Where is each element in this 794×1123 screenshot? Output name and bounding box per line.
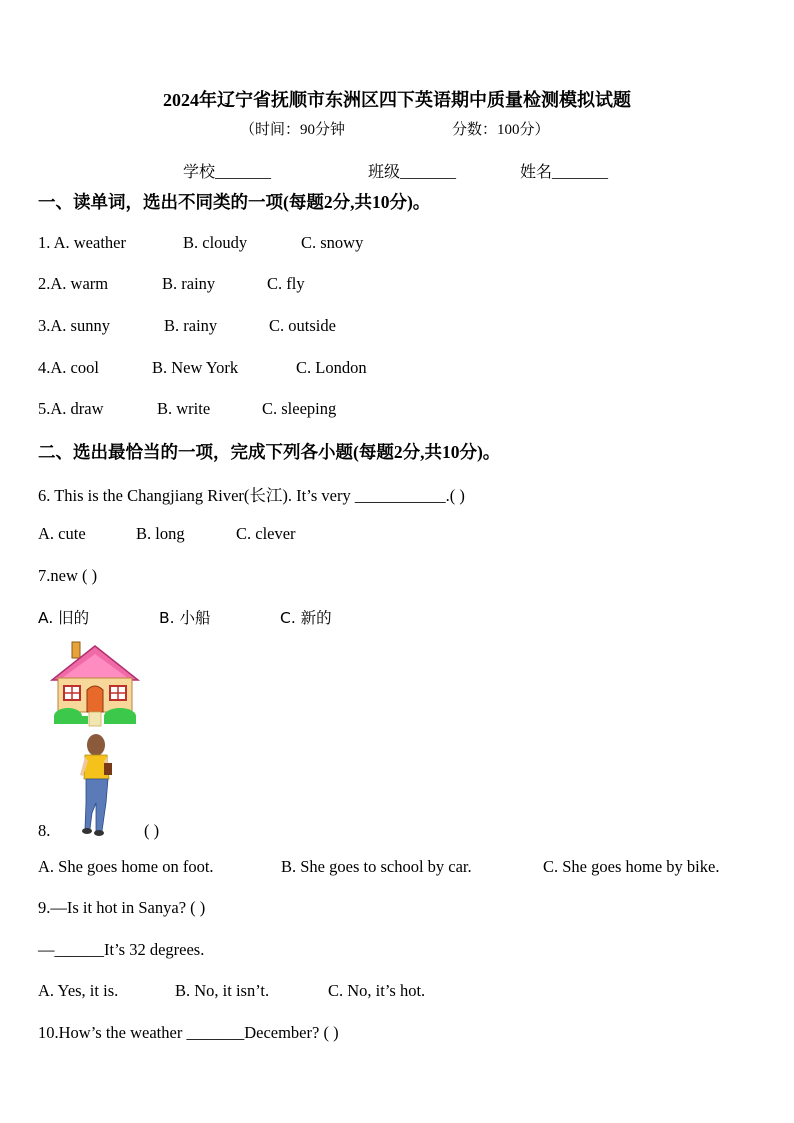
question-number: 4. [38,358,51,377]
option-a: A. She goes home on foot. [38,857,214,876]
option-c: C. fly [267,274,305,293]
question-number: 3. [38,316,51,335]
question-9-reply: —______It’s 32 degrees. [38,940,205,959]
page-title: 2024年辽宁省抚顺市东洲区四下英语期中质量检测模拟试题 [163,90,631,110]
question-5 [38,399,104,419]
option-c: C. snowy [301,233,364,252]
option-a: A. draw [50,399,104,418]
option-b: B. 小船 [159,609,211,627]
question-6: 6. This is the Changjiang River(长江). It’s very ___________.( ) [38,486,465,505]
option-c: C. She goes home by bike. [543,857,720,876]
question-1 [38,233,126,253]
option-c: C. London [296,358,367,377]
question-4 [38,358,99,378]
name-field: 姓名_______ [520,164,609,181]
option-a: A. warm [50,274,109,293]
option-b: B. rainy [164,316,218,335]
option-a: A. cool [50,358,99,377]
question-number: 1. [38,233,54,252]
question-3 [38,316,110,336]
option-b: B. rainy [162,274,216,293]
section-1-heading: 一、读单词，选出不同类的一项(每题2分,共10分)。 [38,192,431,212]
option-c: C. outside [269,316,336,335]
option-b: B. cloudy [183,233,248,252]
option-c: C. 新的 [280,609,332,627]
option-a: A. Yes, it is. [38,981,119,1000]
class-field: 班级_______ [368,164,457,181]
option-b: B. She goes to school by car. [281,857,472,876]
option-a: A. weather [53,233,126,252]
answer-blank: ( ) [144,821,160,840]
girl-walking-illustration [76,733,116,838]
question-10: 10.How’s the weather _______December? ( ) [38,1023,339,1042]
question-7: 7.new ( ) [38,566,98,585]
option-b: B. No, it isn’t. [175,981,270,1000]
option-b: B. write [157,399,211,418]
exam-time: （时间：90分钟 [240,122,346,138]
option-c: C. sleeping [262,399,337,418]
option-c: C. clever [236,524,296,543]
exam-score: 分数：100分） [452,122,550,138]
question-2 [38,274,108,294]
section-2-heading: 二、选出最恰当的一项，完成下列各小题(每题2分,共10分)。 [38,442,501,462]
option-b: B. New York [152,358,239,377]
question-number: 2. [38,274,51,293]
option-b: B. long [136,524,185,543]
option-a: A. sunny [50,316,110,335]
option-a: A. 旧的 [38,609,90,627]
question-number: 5. [38,399,51,418]
option-c: C. No, it’s hot. [328,981,426,1000]
house-illustration [50,640,140,728]
question-8-number: 8. [38,821,51,840]
school-field: 学校_______ [183,164,272,181]
option-a: A. cute [38,524,86,543]
question-9: 9.—Is it hot in Sanya? ( ) [38,898,206,917]
